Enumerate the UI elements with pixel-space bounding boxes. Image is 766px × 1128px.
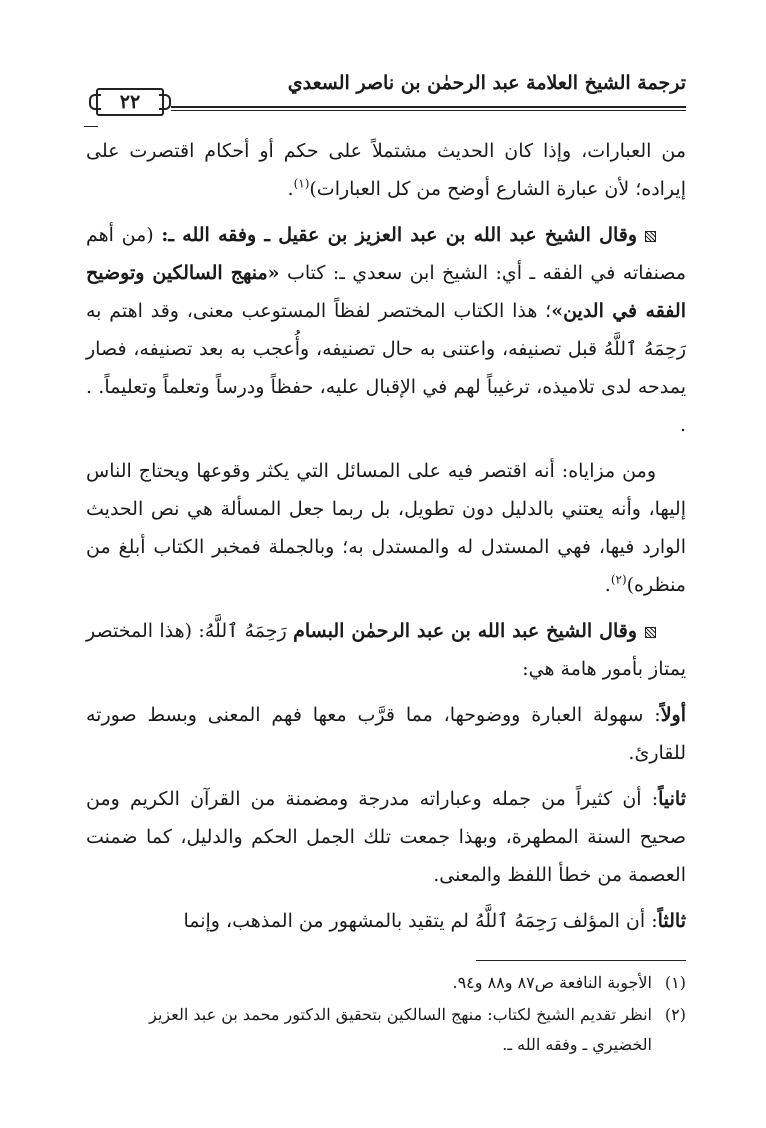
point-1-text: : سهولة العبارة ووضوحها، مما قرَّب معها فهم المعنى وبسط صورته للقارئ. (86, 704, 686, 764)
paragraph-3-end: . (604, 574, 611, 596)
page-number-frame (96, 88, 164, 116)
header-rule (171, 106, 686, 108)
paragraph-2 (86, 216, 686, 444)
footnote-text: الأجوبة النافعة ص٨٧ و٨٨ و٩٤. (452, 973, 652, 992)
paragraph-5 (86, 696, 686, 772)
paragraph-1-text: من العبارات، وإذا كان الحديث مشتملاً على حكم أو أحكام اقتصرت على إيراده؛ لأن عبارة الشارع أوضح من كل العبارات) (86, 140, 686, 200)
point-3-label: ثالثاً (657, 910, 686, 932)
paragraph-2-lead: وقال الشيخ عبد الله بن عبد العزيز بن عقيل ـ وفقه الله ـ: (161, 224, 638, 246)
footnote-text: انظر تقديم الشيخ لكتاب: منهج السالكين بتحقيق الدكتور محمد بن عبد العزيز الخضيري ـ وفقه الله ـ. (149, 1005, 652, 1054)
footnote-ref-2[interactable]: (٢) (610, 572, 627, 587)
footnote-ref-1[interactable]: (١) (293, 176, 310, 191)
paragraph-6 (86, 780, 686, 894)
footnote-number: (٢) (664, 1005, 686, 1024)
footnote-divider (476, 960, 686, 961)
body-text (86, 132, 686, 948)
footnote (86, 968, 686, 998)
square-bullet-icon (645, 627, 656, 638)
running-header (86, 66, 686, 114)
paragraph-4 (86, 612, 686, 688)
page-number-line (84, 126, 98, 127)
page-number-box (88, 88, 170, 114)
book-title: «منهج السالكين وتوضيح الفقه في الدين» (86, 262, 686, 322)
paragraph-4-lead: وقال الشيخ عبد الله بن عبد الرحمٰن البسام (293, 620, 637, 642)
paragraph-1-end: . (287, 178, 294, 200)
paragraph-1 (86, 132, 686, 208)
paragraph-2-text-b: ؛ هذا الكتاب المختصر لفظاً المستوعب معنى، وقد اهتم به رَحِمَهُ ٱللَّهُ قبل تصنيفه، واعتنى به حال تصنيفه، وأُعجب به بعد تصنيفه، فصار يمدحه لدى تلاميذه، ترغيباً لهم في الإقبال عليه، حفظاً ودرساً وتعلماً وتعليماً. . . (86, 300, 686, 436)
footnote (86, 1000, 686, 1060)
point-2-label: ثانياً (658, 788, 686, 810)
page-number: ٢٢ (119, 91, 141, 113)
header-title: ترجمة الشيخ العلامة عبد الرحمٰن بن ناصر السعدي (287, 72, 686, 94)
paragraph-7 (86, 902, 686, 940)
paragraph-3 (86, 452, 686, 604)
paragraph-2-text-a: (من أهم مصنفاته في الفقه ـ أي: الشيخ ابن سعدي ـ: كتاب (86, 224, 686, 284)
paragraph-3-text: ومن مزاياه: أنه اقتصر فيه على المسائل التي يكثر وقوعها ويحتاج الناس إليها، وأنه يعتني بالدليل دون تطويل، بل ربما جعل المسألة هي نص الحديث الوارد فيها، فهي المستدل له والمستدل به؛ وبالجملة فمخبر الكتاب أبلغ من منظره) (86, 460, 686, 596)
square-bullet-icon (645, 231, 656, 242)
point-1-label: أولاً (660, 704, 686, 726)
footnotes (86, 968, 686, 1062)
point-2-text: : أن كثيراً من جمله وعباراته مدرجة ومضمنة من القرآن الكريم ومن صحيح السنة المطهرة، وبهذا جمعت تلك الجمل الحكم والدليل، كما ضمنت العصمة من خطأ اللفظ والمعنى. (86, 788, 686, 886)
footnote-number: (١) (664, 973, 686, 992)
point-3-text: : أن المؤلف رَحِمَهُ ٱللَّهُ لم يتقيد بالمشهور من المذهب، وإنما (183, 910, 658, 932)
header-rule-thin (171, 110, 686, 111)
paragraph-4-text: رَحِمَهُ ٱللَّهُ: (هذا المختصر يمتاز بأمور هامة هي: (86, 620, 686, 680)
